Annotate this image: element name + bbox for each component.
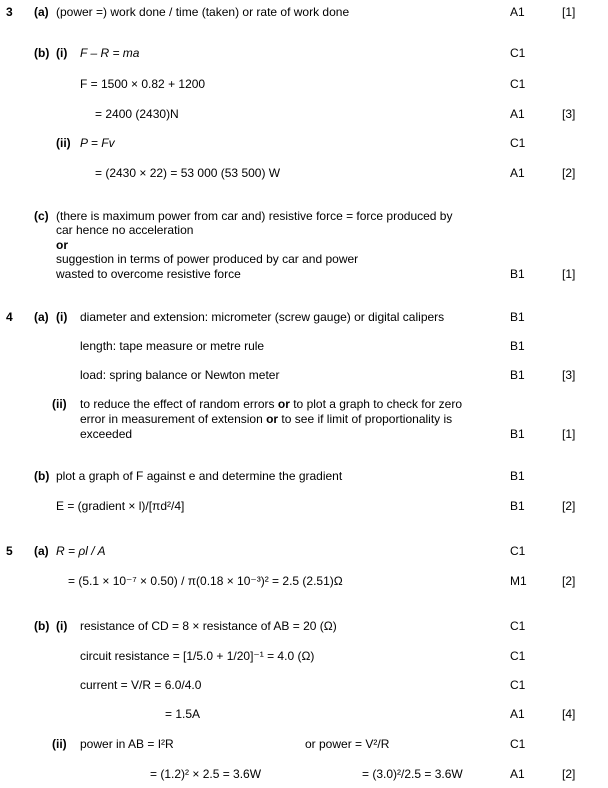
part-label: (b) bbox=[34, 619, 50, 633]
part-label: (a) bbox=[34, 544, 49, 558]
answer-text: E = (gradient × l)/[πd²/4] bbox=[56, 499, 185, 513]
mark: B1 bbox=[510, 469, 525, 483]
subpart-label: (ii) bbox=[56, 136, 71, 150]
answer-text: plot a graph of F against e and determine the gradient bbox=[56, 469, 343, 483]
answer-text: circuit resistance = [1/5.0 + 1/20]⁻¹ = 4.0 (Ω) bbox=[80, 649, 315, 663]
subpart-label: (i) bbox=[56, 46, 68, 60]
answer-text: error in measurement of extension or to see if limit of proportionality is bbox=[80, 412, 453, 426]
answer-text: R = ρl / A bbox=[56, 544, 106, 558]
answer-text: to reduce the effect of random errors or to plot a graph to check for zero bbox=[80, 397, 462, 411]
subpart-label: (ii) bbox=[52, 397, 67, 411]
answer-text: or power = V²/R bbox=[305, 737, 390, 751]
part-label: (b) bbox=[34, 46, 50, 60]
answer-text: load: spring balance or Newton meter bbox=[80, 368, 280, 382]
answer-text: wasted to overcome resistive force bbox=[56, 267, 241, 281]
answer-text: resistance of CD = 8 × resistance of AB = 20 (Ω) bbox=[80, 619, 337, 633]
mark: B1 bbox=[510, 499, 525, 513]
subpart-label: (i) bbox=[56, 310, 68, 324]
mark: C1 bbox=[510, 46, 526, 60]
total-mark: [3] bbox=[562, 107, 576, 121]
subpart-label: (i) bbox=[56, 619, 68, 633]
answer-text: car hence no acceleration bbox=[56, 223, 194, 237]
total-mark: [1] bbox=[562, 427, 576, 441]
mark: M1 bbox=[510, 574, 527, 588]
total-mark: [4] bbox=[562, 707, 576, 721]
answer-text: current = V/R = 6.0/4.0 bbox=[80, 678, 202, 692]
mark: B1 bbox=[510, 368, 525, 382]
total-mark: [2] bbox=[562, 166, 576, 180]
answer-text: F = 1500 × 0.82 + 1200 bbox=[80, 77, 206, 91]
mark: C1 bbox=[510, 649, 526, 663]
mark: A1 bbox=[510, 5, 525, 19]
answer-text: suggestion in terms of power produced by car and power bbox=[56, 252, 359, 266]
mark: C1 bbox=[510, 77, 526, 91]
mark: C1 bbox=[510, 136, 526, 150]
mark: C1 bbox=[510, 737, 526, 751]
answer-text: = (3.0)²/2.5 = 3.6W bbox=[362, 767, 463, 781]
answer-text: (there is maximum power from car and) resistive force = force produced by bbox=[56, 209, 453, 223]
total-mark: [1] bbox=[562, 5, 576, 19]
total-mark: [2] bbox=[562, 767, 576, 781]
total-mark: [1] bbox=[562, 267, 576, 281]
mark: C1 bbox=[510, 544, 526, 558]
mark: A1 bbox=[510, 707, 525, 721]
answer-text: = (1.2)² × 2.5 = 3.6W bbox=[150, 767, 262, 781]
mark: A1 bbox=[510, 107, 525, 121]
answer-text: = 1.5A bbox=[165, 707, 201, 721]
total-mark: [2] bbox=[562, 574, 576, 588]
answer-text: F – R = ma bbox=[80, 46, 140, 60]
answer-text: = (2430 × 22) = 53 000 (53 500) W bbox=[95, 166, 281, 180]
answer-text: = (5.1 × 10⁻⁷ × 0.50) / π(0.18 × 10⁻³)² = 2.5 (2.51)Ω bbox=[68, 574, 343, 588]
mark: B1 bbox=[510, 427, 525, 441]
answer-text: length: tape measure or metre rule bbox=[80, 339, 265, 353]
or-connector: or bbox=[56, 238, 68, 252]
part-label: (b) bbox=[34, 469, 50, 483]
mark: B1 bbox=[510, 267, 525, 281]
part-label: (c) bbox=[34, 209, 49, 223]
question-number: 5 bbox=[6, 544, 13, 558]
answer-text: diameter and extension: micrometer (screw gauge) or digital calipers bbox=[80, 310, 445, 324]
part-label: (a) bbox=[34, 5, 49, 19]
mark: A1 bbox=[510, 166, 525, 180]
mark: C1 bbox=[510, 619, 526, 633]
mark: B1 bbox=[510, 339, 525, 353]
total-mark: [2] bbox=[562, 499, 576, 513]
answer-text: power in AB = I²R bbox=[80, 737, 174, 751]
mark: C1 bbox=[510, 678, 526, 692]
mark: B1 bbox=[510, 310, 525, 324]
total-mark: [3] bbox=[562, 368, 576, 382]
subpart-label: (ii) bbox=[52, 737, 67, 751]
answer-text: (power =) work done / time (taken) or rate of work done bbox=[56, 5, 350, 19]
answer-text: exceeded bbox=[80, 427, 133, 441]
question-number: 4 bbox=[6, 310, 13, 324]
part-label: (a) bbox=[34, 310, 49, 324]
answer-text: P = Fv bbox=[80, 136, 115, 150]
mark: A1 bbox=[510, 767, 525, 781]
question-number: 3 bbox=[6, 5, 13, 19]
answer-text: = 2400 (2430)N bbox=[95, 107, 179, 121]
